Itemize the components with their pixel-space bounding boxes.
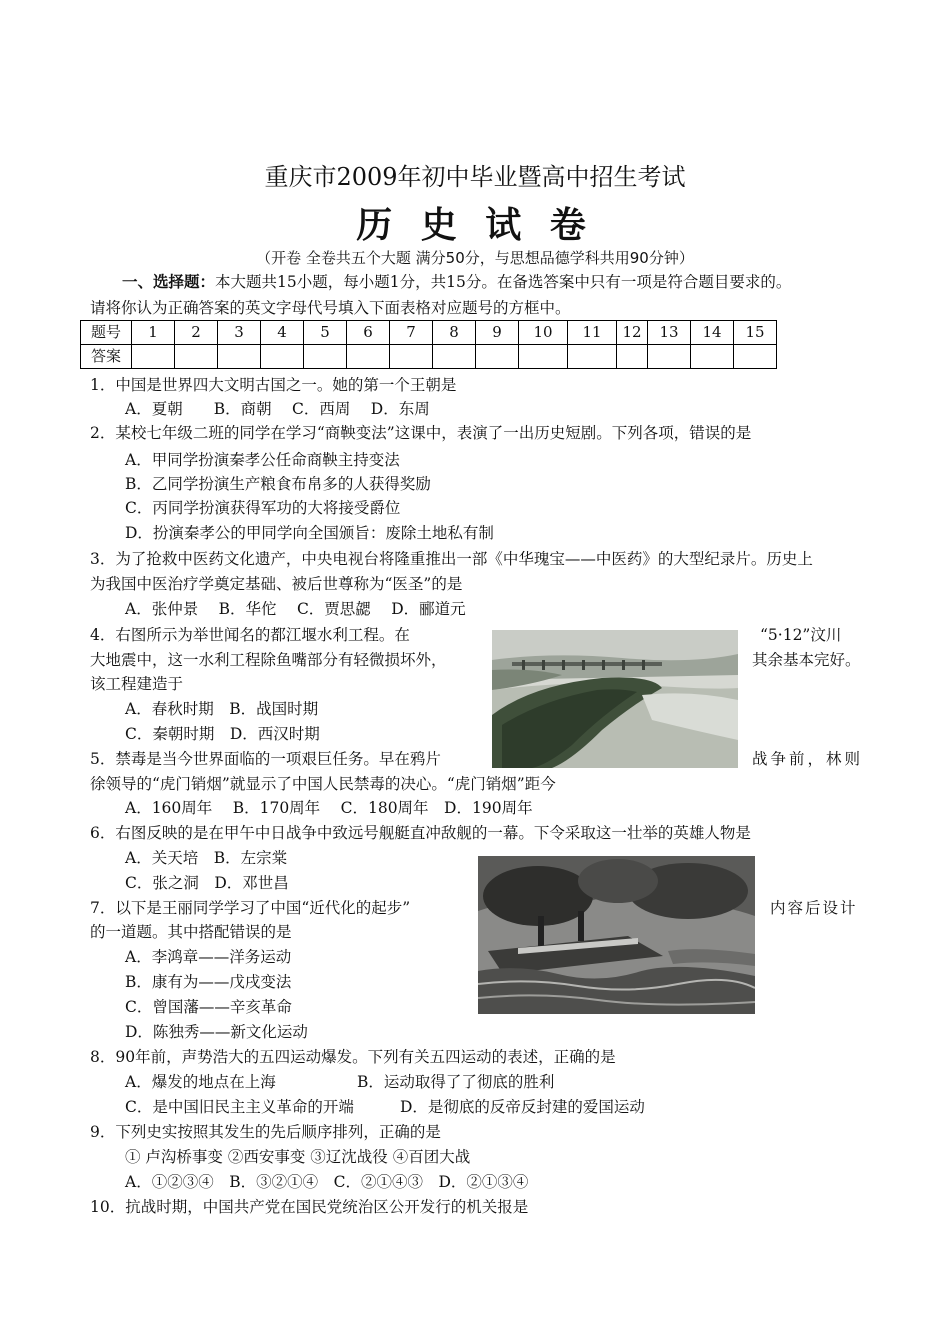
q4-options-ab: A．春秋时期 B．战国时期 [125,700,319,718]
q4-options-cd: C．秦朝时期 D．西汉时期 [125,725,320,743]
answer-cell[interactable] [617,345,648,369]
question-number-cell: 15 [734,321,777,345]
question-number-cell: 7 [390,321,433,345]
q5-stem-line1b: 战争前，林则 [752,750,864,768]
q4-stem-line1b: “5·12”汶川 [760,626,842,644]
q5-options: A．160周年 B．170周年 C．180周年 D．190周年 [125,799,533,817]
q6-options-cd: C．张之洞 D．邓世昌 [125,874,289,892]
q4-stem-line3: 该工程建造于 [90,675,184,693]
question-number-cell: 10 [519,321,568,345]
table-row-label: 答案 [81,345,132,369]
q1-stem: 1．中国是世界四大文明古国之一。她的第一个王朝是 [90,376,457,394]
q10-stem: 10．抗战时期，中国共产党在国民党统治区公开发行的机关报是 [90,1198,529,1216]
question-number-cell: 11 [568,321,617,345]
exam-title: 重庆市2009年初中毕业暨高中招生考试 [264,163,686,191]
answer-cell[interactable] [132,345,175,369]
q9-items: ① 卢沟桥事变 ②西安事变 ③辽沈战役 ④百团大战 [125,1148,471,1166]
answer-cell[interactable] [175,345,218,369]
q9-options: A．①②③④ B．③②①④ C．②①④③ D．②①③④ [125,1173,529,1191]
q5-stem-line2: 徐领导的“虎门销烟”就显示了中国人民禁毒的决心。“虎门销烟”距今 [90,775,556,793]
answer-cell[interactable] [734,345,777,369]
q7-stem-line2: 的一道题。其中搭配错误的是 [90,923,292,941]
answer-cell[interactable] [433,345,476,369]
question-number-cell: 4 [261,321,304,345]
q7-option-b: B．康有为——戊戌变法 [125,973,292,991]
question-number-cell: 8 [433,321,476,345]
question-number-cell: 1 [132,321,175,345]
question-number-cell: 13 [648,321,691,345]
answer-cell[interactable] [476,345,519,369]
answer-row [81,345,777,369]
q8-option-a: A．爆发的地点在上海 [125,1073,276,1091]
table-row-label: 题号 [81,321,132,345]
answer-cell[interactable] [347,345,390,369]
q8-option-d: D．是彻底的反帝反封建的爱国运动 [400,1098,645,1116]
question-number-cell: 3 [218,321,261,345]
q4-stem-line1a: 4．右图所示为举世闻名的都江堰水利工程。在 [90,626,410,644]
question-number-cell: 14 [691,321,734,345]
section-label: 一、选择题： [122,273,216,291]
q7-option-d: D．陈独秀——新文化运动 [125,1023,308,1041]
q8-stem: 8．90年前，声势浩大的五四运动爆发。下列有关五四运动的表述，正确的是 [90,1048,616,1066]
question-number-cell: 6 [347,321,390,345]
answer-cell[interactable] [568,345,617,369]
q8-option-c: C．是中国旧民主主义革命的开端 [125,1098,354,1116]
q2-option-d: D．扮演秦孝公的甲同学向全国颁旨：废除土地私有制 [125,524,494,542]
answer-cell[interactable] [519,345,568,369]
q1-options: A．夏朝 B．商朝 C．西周 D．东周 [125,400,430,418]
q3-stem-line2: 为我国中医治疗学奠定基础、被后世尊称为“医圣”的是 [90,575,463,593]
question-number-cell: 12 [617,321,648,345]
section-heading [122,272,791,292]
answer-table [80,320,777,369]
dujiangyan-photo [492,630,738,768]
answer-cell[interactable] [390,345,433,369]
q2-option-c: C．丙同学扮演获得军功的大将接受爵位 [125,499,401,517]
q2-option-a: A．甲同学扮演秦孝公任命商鞅主持变法 [125,451,400,469]
question-number-cell: 5 [304,321,347,345]
question-number-cell: 9 [476,321,519,345]
q9-stem: 9．下列史实按照其发生的先后顺序排列，正确的是 [90,1123,441,1141]
q2-stem: 2．某校七年级二班的同学在学习“商鞅变法”这课中，表演了一出历史短剧。下列各项，错误的是 [90,424,752,442]
answer-cell[interactable] [218,345,261,369]
q7-stem-line1a: 7．以下是王丽同学学习了中国“近代化的起步” [90,899,411,917]
zhiyuan-warship-photo [478,856,755,1014]
q3-options: A．张仲景 B．华佗 C．贾思勰 D．郦道元 [125,600,466,618]
q8-option-b: B．运动取得了了彻底的胜利 [357,1073,555,1091]
exam-note: （开卷 全卷共五个大题 满分50分，与思想品德学科共用90分钟） [256,249,694,267]
q4-stem-line2a: 大地震中，这一水利工程除鱼嘴部分有轻微损坏外， [90,651,447,669]
answer-cell[interactable] [304,345,347,369]
q7-stem-line1b: 内容后设计 [770,899,858,917]
q2-option-b: B．乙同学扮演生产粮食布帛多的人获得奖励 [125,475,431,493]
q5-stem-line1a: 5．禁毒是当今世界面临的一项艰巨任务。早在鸦片 [90,750,441,768]
q6-stem: 6．右图反映的是在甲午中日战争中致远号舰艇直冲敌舰的一幕。下令采取这一壮举的英雄人物是 [90,824,751,842]
answer-cell[interactable] [691,345,734,369]
section-instruction-2: 请将你认为正确答案的英文字母代号填入下面表格对应题号的方框中。 [90,299,571,317]
question-number-cell: 2 [175,321,218,345]
paper-subtitle: 历 史 试 卷 [356,204,594,246]
q3-stem-line1: 3．为了抢救中医药文化遗产，中央电视台将隆重推出一部《中华瑰宝——中医药》的大型纪录片。历史上 [90,550,813,568]
answer-cell[interactable] [648,345,691,369]
answer-cell[interactable] [261,345,304,369]
q7-option-a: A．李鸿章——洋务运动 [125,948,292,966]
q7-option-c: C．曾国藩——辛亥革命 [125,998,292,1016]
q4-stem-line2b: 其余基本完好。 [752,651,861,669]
section-instruction-1: 本大题共15小题，每小题1分，共15分。在备选答案中只有一项是符合题目要求的。 [215,273,792,291]
question-number-row [81,321,777,345]
q6-options-ab: A．关天培 B．左宗棠 [125,849,288,867]
